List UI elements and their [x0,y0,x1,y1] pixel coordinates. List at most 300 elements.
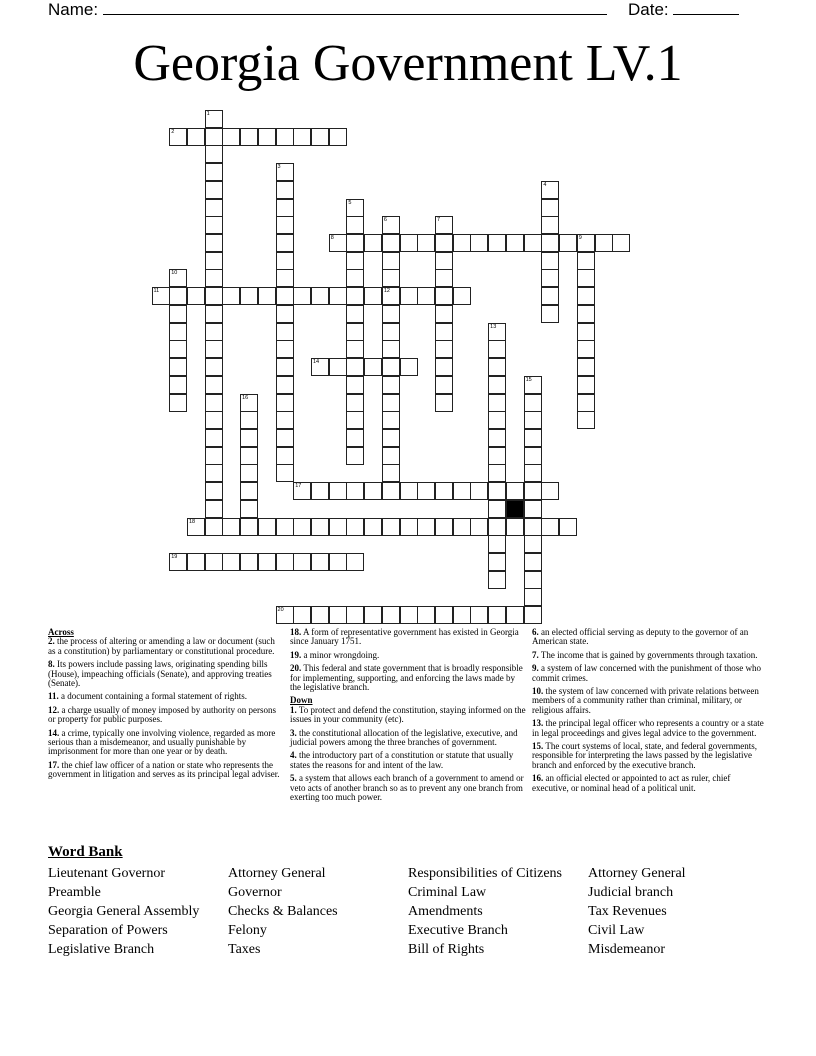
crossword-cell[interactable] [524,429,542,447]
crossword-cell[interactable] [311,358,329,376]
clue-text: The court systems of local, state, and federal governments, responsible for interpreting the laws passed by the legislative branch and enforced by the executive branch. [532,741,758,770]
clue-number: 20 [277,607,284,614]
crossword-cell[interactable] [435,323,453,341]
clue-number: 9 [578,235,582,242]
crossword-cell[interactable] [329,553,347,571]
crossword-cell[interactable] [169,287,187,305]
crossword-cell[interactable] [453,606,471,624]
crossword-cell[interactable] [240,128,258,146]
crossword-cell[interactable] [205,358,223,376]
crossword-cell[interactable] [311,606,329,624]
crossword-cell[interactable] [205,340,223,358]
crossword-cell[interactable] [382,394,400,412]
crossword-cell[interactable] [435,394,453,412]
crossword-cell[interactable] [524,518,542,536]
crossword-cell[interactable] [435,269,453,287]
crossword-cell[interactable] [612,234,630,252]
crossword-cell[interactable] [364,287,382,305]
clue-text: Its powers include passing laws, originating spending bills (House), impeaching officials (Senate), and approving treaties (Senate). [48,659,272,689]
crossword-cell[interactable] [400,358,418,376]
across-clue [48,692,280,701]
crossword-cell[interactable] [435,340,453,358]
crossword-cell[interactable] [276,234,294,252]
crossword-cell[interactable] [169,553,187,571]
crossword-cell[interactable] [541,234,559,252]
clue-text: To protect and defend the constitution, staying informed on the issues in your community (etc). [290,704,526,725]
crossword-cell[interactable] [258,287,276,305]
crossword-cell[interactable] [346,376,364,394]
crossword-cell[interactable] [488,358,506,376]
across-clue [290,664,526,692]
word-bank-item: Checks & Balances [228,904,338,919]
crossword-cell[interactable] [240,553,258,571]
crossword-cell[interactable] [276,252,294,270]
word-bank-item: Bill of Rights [408,942,485,957]
crossword-cell[interactable] [276,553,294,571]
crossword-cell[interactable] [346,482,364,500]
crossword-cell[interactable] [382,411,400,429]
crossword-cell[interactable] [276,305,294,323]
clue-text: the process of altering or amending a law or document (such as a constitution) by parliamentary or constitutional procedure. [48,636,275,656]
crossword-cell[interactable] [329,482,347,500]
crossword-cell[interactable] [205,323,223,341]
crossword-cell[interactable] [470,606,488,624]
crossword-cell[interactable] [382,340,400,358]
crossword-cell[interactable] [240,411,258,429]
crossword-cell[interactable] [258,128,276,146]
crossword-cell[interactable] [470,518,488,536]
crossword-cell[interactable] [524,571,542,589]
crossword-cell[interactable] [541,305,559,323]
crossword-cell[interactable] [524,376,542,394]
crossword-cell[interactable] [524,606,542,624]
crossword-cell[interactable] [577,234,595,252]
crossword-cell[interactable] [488,447,506,465]
crossword-black-cell [506,500,524,518]
crossword-cell[interactable] [240,500,258,518]
crossword-cell[interactable] [382,447,400,465]
crossword-cell[interactable] [258,553,276,571]
crossword-cell[interactable] [205,234,223,252]
crossword-cell[interactable] [240,482,258,500]
down-clues-part-2 [532,628,768,793]
crossword-cell[interactable] [488,500,506,518]
word-bank-item: Attorney General [228,866,326,881]
clue-number: 11. [48,691,59,702]
crossword-cell[interactable] [382,269,400,287]
crossword-cell[interactable] [205,128,223,146]
clue-text: the chief law officer of a nation or state who represents the government in litigation and serves as its principal legal adviser. [48,759,280,780]
crossword-cell[interactable] [205,376,223,394]
clue-number: 20. [290,663,302,674]
word-bank-item: Preamble [48,885,101,900]
crossword-cell[interactable] [276,411,294,429]
crossword-cell[interactable] [577,305,595,323]
crossword-cell[interactable] [488,234,506,252]
crossword-cell[interactable] [577,252,595,270]
crossword-cell[interactable] [222,553,240,571]
crossword-cell[interactable] [169,358,187,376]
crossword-cell[interactable] [222,287,240,305]
crossword-cell[interactable] [329,518,347,536]
word-bank-title: Word Bank [48,844,123,860]
crossword-cell[interactable] [311,518,329,536]
across-clue [290,651,526,660]
crossword-cell[interactable] [346,234,364,252]
clue-number: 6 [383,217,387,224]
crossword-cell[interactable] [240,429,258,447]
crossword-cell[interactable] [329,234,347,252]
word-bank-column-1 [48,864,199,959]
crossword-cell[interactable] [222,518,240,536]
crossword-cell[interactable] [400,518,418,536]
crossword-cell[interactable] [346,287,364,305]
crossword-cell[interactable] [488,340,506,358]
crossword-cell[interactable] [187,128,205,146]
crossword-cell[interactable] [276,287,294,305]
clue-number: 15 [525,376,532,383]
crossword-cell[interactable] [169,323,187,341]
crossword-cell[interactable] [276,429,294,447]
clue-text: a charge usually of money imposed by authority on persons or property for public purposes. [48,704,277,725]
crossword-cell[interactable] [169,394,187,412]
crossword-cell[interactable] [524,234,542,252]
crossword-cell[interactable] [346,252,364,270]
crossword-cell[interactable] [541,287,559,305]
crossword-cell[interactable] [346,518,364,536]
crossword-cell[interactable] [488,429,506,447]
crossword-cell[interactable] [276,358,294,376]
crossword-cell[interactable] [205,464,223,482]
crossword-cell[interactable] [577,411,595,429]
crossword-cell[interactable] [488,323,506,341]
crossword-cell[interactable] [524,588,542,606]
crossword-cell[interactable] [205,110,223,128]
crossword-cell[interactable] [470,482,488,500]
crossword-cell[interactable] [346,199,364,217]
crossword-cell[interactable] [577,358,595,376]
crossword-cell[interactable] [346,323,364,341]
crossword-cell[interactable] [488,535,506,553]
crossword-cell[interactable] [276,447,294,465]
crossword-cell[interactable] [346,394,364,412]
crossword-cell[interactable] [453,482,471,500]
crossword-cell[interactable] [524,535,542,553]
crossword-cell[interactable] [364,358,382,376]
crossword-cell[interactable] [435,518,453,536]
crossword-cell[interactable] [311,482,329,500]
crossword-cell[interactable] [276,181,294,199]
crossword-cell[interactable] [293,606,311,624]
crossword-cell[interactable] [382,252,400,270]
clue-number: 5. [290,773,297,784]
crossword-cell[interactable] [524,447,542,465]
crossword-cell[interactable] [240,447,258,465]
crossword-cell[interactable] [382,358,400,376]
crossword-cell[interactable] [205,482,223,500]
clue-text: A form of representative government has existed in Georgia since January 1751. [290,627,519,647]
crossword-cell[interactable] [311,128,329,146]
crossword-cell[interactable] [169,376,187,394]
crossword-cell[interactable] [346,553,364,571]
word-bank-item: Amendments [408,904,483,919]
crossword-cell[interactable] [382,287,400,305]
crossword-cell[interactable] [276,606,294,624]
crossword-cell[interactable] [311,287,329,305]
crossword-cell[interactable] [400,606,418,624]
crossword-cell[interactable] [488,571,506,589]
crossword-cell[interactable] [435,305,453,323]
down-heading: Down [290,695,313,706]
clue-number: 18. [290,627,302,637]
crossword-cell[interactable] [435,606,453,624]
crossword-cell[interactable] [276,163,294,181]
crossword-cell[interactable] [435,358,453,376]
crossword-cell[interactable] [541,181,559,199]
crossword-cell[interactable] [453,287,471,305]
crossword-cell[interactable] [205,269,223,287]
crossword-cell[interactable] [417,482,435,500]
crossword-cell[interactable] [222,128,240,146]
crossword-cell[interactable] [577,376,595,394]
clue-number: 12. [48,704,60,715]
crossword-cell[interactable] [205,500,223,518]
down-clue [290,706,526,725]
crossword-cell[interactable] [364,482,382,500]
crossword-cell[interactable] [506,234,524,252]
crossword-cell[interactable] [276,323,294,341]
crossword-cell[interactable] [240,464,258,482]
crossword-cell[interactable] [595,234,613,252]
crossword-cell[interactable] [400,482,418,500]
crossword-cell[interactable] [488,394,506,412]
crossword-cell[interactable] [382,323,400,341]
crossword-cell[interactable] [524,482,542,500]
crossword-cell[interactable] [382,305,400,323]
crossword-cell[interactable] [524,500,542,518]
across-clue [48,729,280,757]
crossword-cell[interactable] [524,411,542,429]
clue-number: 8 [330,235,334,242]
crossword-cell[interactable] [205,181,223,199]
word-bank-item: Judicial branch [588,885,674,900]
crossword-cell[interactable] [205,394,223,412]
crossword-cell[interactable] [577,394,595,412]
crossword-cell[interactable] [364,518,382,536]
crossword-cell[interactable] [240,518,258,536]
crossword-cell[interactable] [293,553,311,571]
crossword-cell[interactable] [205,163,223,181]
crossword-cell[interactable] [311,553,329,571]
crossword-cell[interactable] [276,394,294,412]
crossword-cell[interactable] [187,518,205,536]
clue-number: 6. [532,627,539,637]
crossword-cell[interactable] [205,447,223,465]
crossword-cell[interactable] [541,518,559,536]
word-bank-column-3 [408,864,562,959]
page-title: Georgia Government LV.1 [133,35,683,92]
crossword-cell[interactable] [417,606,435,624]
crossword-cell[interactable] [541,482,559,500]
crossword-cell[interactable] [435,376,453,394]
crossword-cell[interactable] [488,606,506,624]
crossword-cell[interactable] [205,145,223,163]
crossword-cell[interactable] [382,376,400,394]
crossword-cell[interactable] [417,518,435,536]
crossword-cell[interactable] [169,340,187,358]
crossword-cell[interactable] [541,269,559,287]
crossword-cell[interactable] [559,518,577,536]
crossword-cell[interactable] [541,199,559,217]
crossword-cell[interactable] [382,464,400,482]
word-bank-item: Attorney General [588,866,686,881]
crossword-cell[interactable] [524,553,542,571]
crossword-cell[interactable] [329,287,347,305]
crossword-cell[interactable] [346,411,364,429]
crossword-cell[interactable] [276,340,294,358]
clue-text: the principal legal officer who represents a country or a state in legal proceedings and gives legal advice to the government. [532,718,764,738]
crossword-cell[interactable] [205,553,223,571]
crossword-cell[interactable] [382,429,400,447]
clue-number: 14. [48,727,60,738]
crossword-cell[interactable] [488,464,506,482]
crossword-cell[interactable] [506,482,524,500]
crossword-cell[interactable] [329,606,347,624]
crossword-cell[interactable] [346,269,364,287]
crossword-cell[interactable] [346,340,364,358]
crossword-cell[interactable] [382,482,400,500]
crossword-cell[interactable] [169,128,187,146]
crossword-cell[interactable] [364,606,382,624]
crossword-cell[interactable] [276,376,294,394]
word-bank-item: Georgia General Assembly [48,904,200,919]
crossword-cell[interactable] [205,252,223,270]
clue-number: 2. [48,636,55,647]
crossword-cell[interactable] [293,287,311,305]
crossword-cell[interactable] [400,287,418,305]
crossword-cell[interactable] [524,464,542,482]
across-clue [48,637,280,656]
crossword-cell[interactable] [453,518,471,536]
crossword-cell[interactable] [435,287,453,305]
crossword-cell[interactable] [346,216,364,234]
crossword-cell[interactable] [382,216,400,234]
crossword-cell[interactable] [417,234,435,252]
crossword-cell[interactable] [293,482,311,500]
crossword-cell[interactable] [541,216,559,234]
crossword-cell[interactable] [276,216,294,234]
crossword-cell[interactable] [346,305,364,323]
crossword-cell[interactable] [559,234,577,252]
crossword-cell[interactable] [346,358,364,376]
crossword-cell[interactable] [205,216,223,234]
clue-text: the system of law concerned with private relations between members of a community rather than criminal, military, or religious affairs. [532,686,759,715]
clue-number: 8. [48,659,55,670]
clue-number: 17. [48,759,60,770]
clue-number: 14 [312,359,320,366]
clue-text: This federal and state government that is broadly responsible for implementing, supporting, and enforcing the laws made by the legislative branch. [290,663,523,693]
across-clue [48,761,280,780]
down-clue [532,651,768,660]
crossword-cell[interactable] [293,518,311,536]
clue-text: the introductory part of a constitution or statute that usually states the reasons for and intent of the law. [290,750,514,770]
crossword-cell[interactable] [329,128,347,146]
crossword-cell[interactable] [506,518,524,536]
clue-number: 3 [277,164,281,171]
crossword-cell[interactable] [488,518,506,536]
crossword-cell[interactable] [276,128,294,146]
crossword-cell[interactable] [346,447,364,465]
clue-number: 13 [490,323,497,330]
crossword-cell[interactable] [435,482,453,500]
clue-text: a system that allows each branch of a government to amend or veto acts of another branch so as to prevent any one branch from exerting too much power. [290,773,524,803]
crossword-cell[interactable] [205,199,223,217]
crossword-cell[interactable] [435,234,453,252]
clue-number: 17 [295,483,302,490]
crossword-cell[interactable] [577,287,595,305]
crossword-cell[interactable] [205,429,223,447]
word-bank-item: Governor [228,885,282,900]
crossword-cell[interactable] [382,518,400,536]
crossword-cell[interactable] [346,429,364,447]
word-bank-item: Separation of Powers [48,923,168,938]
crossword-cell[interactable] [382,606,400,624]
crossword-cell[interactable] [276,269,294,287]
crossword-cell[interactable] [169,305,187,323]
clue-text: The income that is gained by governments through taxation. [538,649,758,660]
crossword-cell[interactable] [524,394,542,412]
crossword-cell[interactable] [205,305,223,323]
crossword-cell[interactable] [453,234,471,252]
crossword-cell[interactable] [417,287,435,305]
crossword-cell[interactable] [577,340,595,358]
crossword-cell[interactable] [400,234,418,252]
crossword-cell[interactable] [293,128,311,146]
crossword-cell[interactable] [488,411,506,429]
crossword-cell[interactable] [488,553,506,571]
crossword-cell[interactable] [169,269,187,287]
word-bank-item: Tax Revenues [588,904,667,919]
crossword-cell[interactable] [435,216,453,234]
crossword-cell[interactable] [435,252,453,270]
crossword-cell[interactable] [577,269,595,287]
crossword-cell[interactable] [470,234,488,252]
crossword-cell[interactable] [577,323,595,341]
crossword-cell[interactable] [240,394,258,412]
crossword-cell[interactable] [187,287,205,305]
crossword-cell[interactable] [276,464,294,482]
crossword-cell[interactable] [205,287,223,305]
crossword-cell[interactable] [488,376,506,394]
crossword-cell[interactable] [346,606,364,624]
crossword-cell[interactable] [382,234,400,252]
crossword-cell[interactable] [329,358,347,376]
crossword-cell[interactable] [258,518,276,536]
crossword-cell[interactable] [276,518,294,536]
crossword-cell[interactable] [187,553,205,571]
down-clue [532,774,768,793]
crossword-cell[interactable] [240,287,258,305]
clue-text: an official elected or appointed to act as ruler, chief executive, or nominal head of a political unit. [532,773,731,793]
crossword-cell[interactable] [205,411,223,429]
crossword-cell[interactable] [205,518,223,536]
crossword-cell[interactable] [506,606,524,624]
crossword-cell[interactable] [364,234,382,252]
crossword-cell[interactable] [152,287,170,305]
crossword-cell[interactable] [488,482,506,500]
crossword-cell[interactable] [276,199,294,217]
crossword-cell[interactable] [541,252,559,270]
